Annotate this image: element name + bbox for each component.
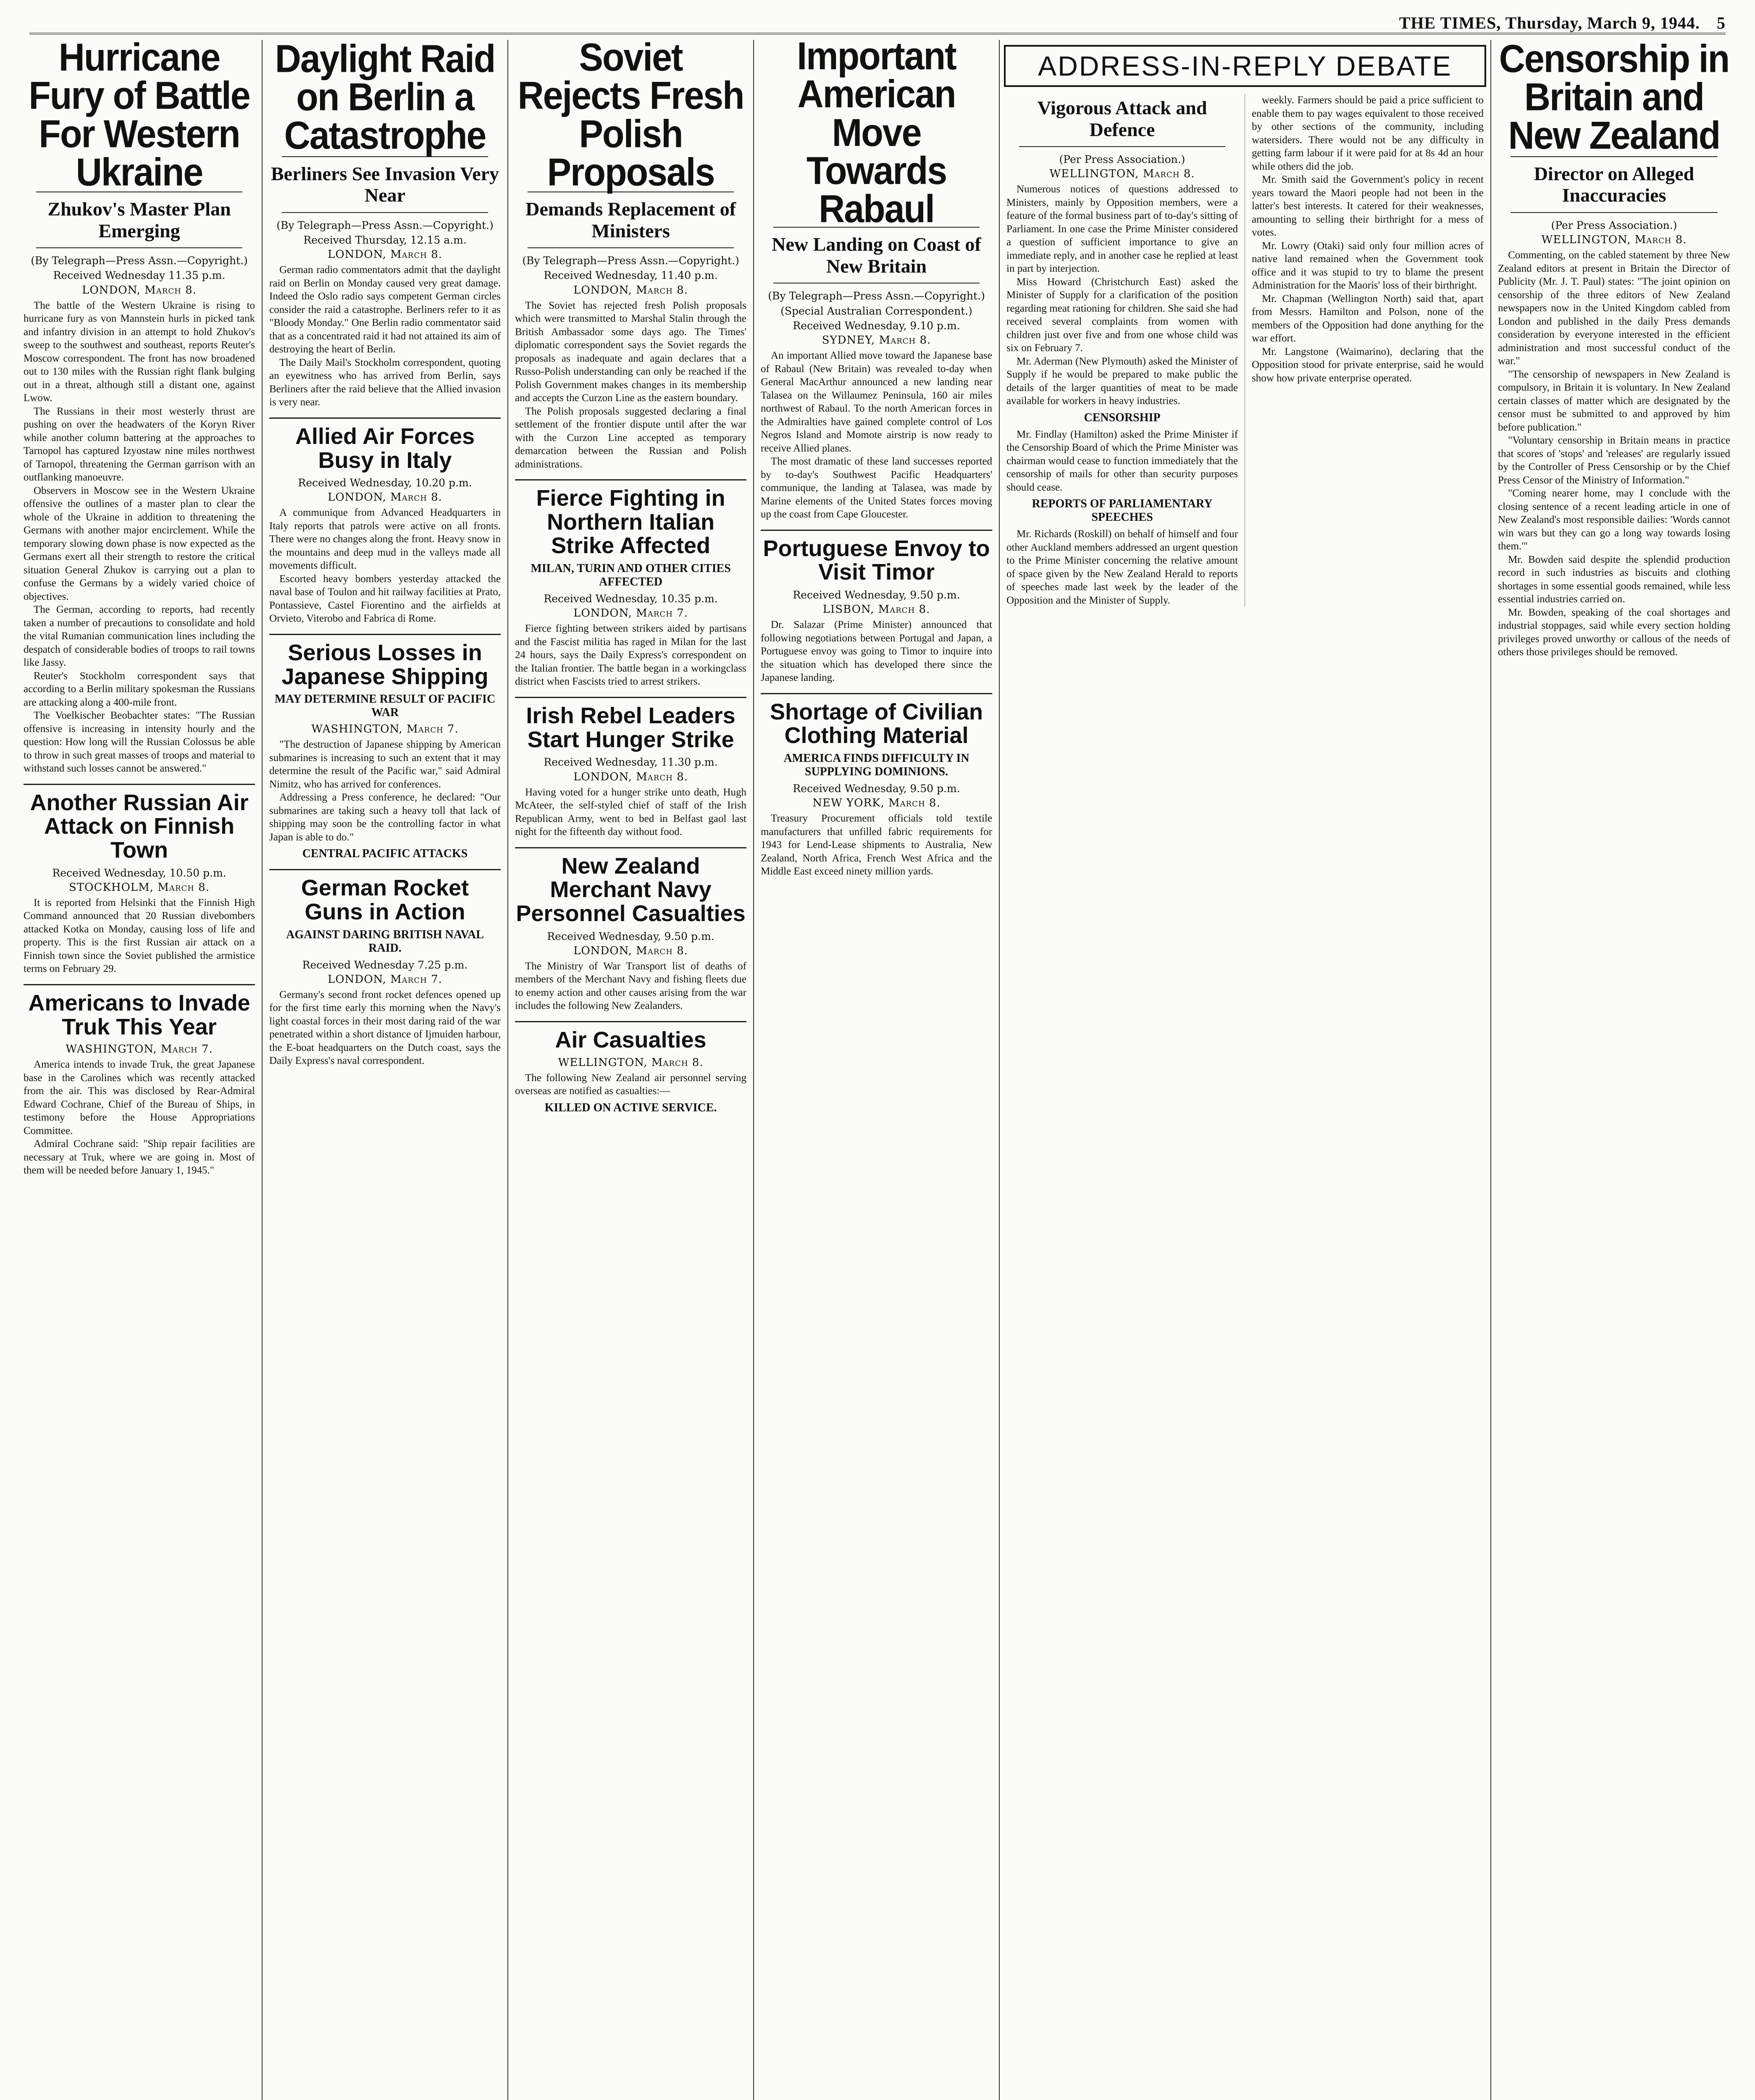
columns	[17, 40, 1738, 2100]
caps-subhead: REPORTS OF PARLIAMENTARY SPEECHES	[1032, 497, 1213, 524]
debate-column-right	[1245, 94, 1490, 607]
article-paragraph: The Daily Mail's Stockholm correspondent, quoting an eyewitness who has arrived from Berlin, says Berliners after the raid believe that the Allied invasion is very near.	[269, 357, 501, 408]
article-paragraph: "Coming nearer home, may I conclude with the closing sentence of a recent leading article in one of New Zealand's most responsible dailies: 'Words cannot win wars but they can go a long way towards losing them.'"	[1498, 488, 1730, 552]
dateline: LISBON, March 8.	[822, 603, 930, 616]
dateline: WELLINGTON, March 8.	[1541, 234, 1687, 247]
article-paragraph: "Voluntary censorship in Britain means in practice that scores of 'stops' and 'releases' are regularly issued by the Controller of Press Censorship or by the Chief Press Censor of the Ministry of Information."	[1498, 435, 1730, 486]
article-paragraph: The following New Zealand air personnel serving overseas are notified as casualties:—	[515, 1072, 746, 1097]
divider	[1511, 212, 1718, 213]
dateline: LONDON, March 8.	[573, 284, 688, 297]
headline-timor: Portuguese Envoy to Visit Timor	[761, 530, 992, 584]
article-paragraph: The Polish proposals suggested declaring a final settlement of the frontier dispute until after the war with the Curzon Line accepted as temporary demarcation between the Russian and Polish administrations.	[515, 405, 746, 470]
headline-soviet-rejects: Soviet Rejects Fresh Polish Proposals	[518, 40, 744, 194]
debate-section	[1000, 40, 1491, 2100]
debate-columns	[1000, 94, 1490, 607]
caps-subhead: MILAN, TURIN AND OTHER CITIES AFFECTED	[531, 562, 731, 589]
article-paragraph: "The destruction of Japanese shipping by American submarines is increasing to such an extent that it may determine the result of the Pacific war," said Admiral Nimitz, who has arrived for conferences.	[269, 739, 501, 790]
article-paragraph: Treasury Procurement officials told textile manufacturers that unfilled fabric requirements for 1943 for Lend-Lease shipments to Australia, New Zealand, North Africa, French West Africa and the Middle East exceed ninety million yards.	[761, 813, 992, 877]
credit-line: (Special Australian Correspondent.)	[780, 304, 972, 317]
debate-banner: ADDRESS-IN-REPLY DEBATE	[1004, 45, 1486, 87]
headline-rabaul: Important American Move Towards Rabaul	[797, 40, 956, 231]
subhead-berliners: Berliners See Invasion Very Near	[271, 163, 499, 206]
caps-subhead: AGAINST DARING BRITISH NAVAL RAID.	[286, 928, 484, 955]
headline-italian-strike: Fierce Fighting in Northern Italian Strike Affected	[515, 479, 746, 558]
credit-line: (By Telegraph—Press Assn.—Copyright.)	[768, 290, 985, 302]
article-paragraph: weekly. Farmers should be paid a price sufficient to enable them to pay wages equivalent to those received by other sections of the community, including watersiders. There would not be any difficulty in getting farm labour if it were paid for at 8s 4d an hour while others did the job.	[1252, 94, 1484, 172]
credit-line: (By Telegraph—Press Assn.—Copyright.)	[31, 255, 248, 267]
dateline: NEW YORK, March 8.	[812, 797, 941, 810]
received-line: Received Wednesday 7.25 p.m.	[302, 958, 468, 971]
article-paragraph: Mr. Findlay (Hamilton) asked the Prime Minister if the Censorship Board of which the Prime Minister was chairman would cease to function immediately that the censorship of mails for other than security purposes should cease.	[1006, 428, 1238, 493]
article-paragraph: Mr. Bowden, speaking of the coal shortages and industrial stoppages, said while every section holding privileges proved unworthy or callous of the needs of others those privileges should be removed.	[1498, 606, 1730, 658]
subhead-ministers: Demands Replacement of Ministers	[525, 198, 736, 242]
received-line: Received Wednesday, 9.50 p.m.	[793, 782, 960, 795]
column-7	[1491, 40, 1737, 2100]
dateline: WELLINGTON, March 8.	[558, 1056, 704, 1069]
article-paragraph: Admiral Cochrane said: "Ship repair facilities are necessary at Truk, where we are going in. Most of them will be needed before January 1, 1945."	[24, 1138, 255, 1176]
article-paragraph: Reuter's Stockholm correspondent says that according to a Berlin military spokesman the Russians are attacking along a 400-mile front.	[24, 670, 255, 708]
caps-subhead: MAY DETERMINE RESULT OF PACIFIC WAR	[274, 693, 496, 719]
headline-merchant-navy: New Zealand Merchant Navy Personnel Casualties	[515, 847, 746, 926]
article-paragraph: Mr. Chapman (Wellington North) said that, apart from Messrs. Hamilton and Polson, none of the members of the Opposition had done anything for the war effort.	[1252, 293, 1484, 344]
caps-subhead: CENSORSHIP	[1084, 411, 1161, 424]
article-paragraph: The Voelkischer Beobachter states: "The Russian offensive is increasing in intensity hourly and the question: How long will the Russian Colossus be able to throw in such great masses of troops and material to withstand such losses cannot be answered."	[24, 710, 255, 774]
caps-subhead: CENTRAL PACIFIC ATTACKS	[302, 847, 468, 861]
divider	[36, 247, 242, 248]
article-paragraph: The Russians in their most westerly thrust are pushing on over the headwaters of the Koryn River while another column battering at the approaches to Tarnopol has captured Izyostaw nine miles northwest of Tarnopol, threatening the German garrison with an outflanking manoeuvre.	[24, 405, 255, 483]
headline-italy-air: Allied Air Forces Busy in Italy	[269, 417, 501, 472]
subhead-director: Director on Alleged Inaccuracies	[1534, 163, 1695, 206]
dateline: LONDON, March 7.	[573, 607, 688, 620]
page-number: 5	[1717, 13, 1726, 32]
debate-column-left	[1000, 94, 1245, 607]
subhead-vigorous: Vigorous Attack and Defence	[1037, 97, 1207, 140]
received-line: Received Wednesday, 9.10 p.m.	[793, 319, 960, 332]
dateline: WASHINGTON, March 7.	[311, 723, 459, 736]
article-paragraph: A communique from Advanced Headquarters in Italy reports that patrols were active on all fronts. There were no changes along the front. Heavy snow in the mountains and deep mud in the valleys made all movements difficult.	[269, 507, 501, 572]
headline-clothing: Shortage of Civilian Clothing Material	[761, 693, 992, 748]
article-paragraph: Mr. Lowry (Otaki) said only four million acres of native land remained when the Government took office and it was stupid to try to blame the present Administration for the Maoris' loss of their birthright.	[1252, 240, 1484, 291]
article-paragraph: Mr. Aderman (New Plymouth) asked the Minister of Supply if he would be prepared to make public the details of the larger quantities of meat to be made available for workers in heavy industries.	[1006, 355, 1238, 407]
dateline: WELLINGTON, March 8.	[1049, 168, 1195, 181]
divider	[773, 283, 980, 284]
received-line: Received Wednesday, 11.40 p.m.	[544, 269, 718, 282]
article-paragraph: Mr. Richards (Roskill) on behalf of himself and four other Auckland members addressed an urgent question to the Prime Minister concerning the relative amount of space given by the New Zealand Herald to reports of speeches made last week by the leader of the Opposition and the Minister of Supply.	[1006, 528, 1238, 606]
article-paragraph: Numerous notices of questions addressed to Ministers, mainly by Opposition members, were a feature of the formal business part of to-day's sitting of Parliament. In one case the Prime Minister considered a question of sufficient importance to give an immediate reply, and in another case he replied at least in part by interjection.	[1006, 184, 1238, 275]
caps-subhead: AMERICA FINDS DIFFICULTY IN SUPPLYING DOMINIONS.	[783, 752, 969, 779]
article-paragraph: The Soviet has rejected fresh Polish proposals which were transmitted to Marshal Stalin through the British Ambassador some days ago. The Times' diplomatic correspondent says the Soviet regards the proposals as inadequate and again declares that a Russo-Polish understanding can only be reached if the Polish Government makes changes in its membership and accepts the Curzon Line as the eastern boundary.	[515, 299, 746, 404]
subhead-zhukov: Zhukov's Master Plan Emerging	[47, 198, 231, 242]
credit-line: (Per Press Association.)	[1551, 219, 1677, 231]
headline-hunger-strike: Irish Rebel Leaders Start Hunger Strike	[515, 697, 746, 751]
folio-header	[29, 9, 1726, 34]
article-paragraph: Dr. Salazar (Prime Minister) announced that following negotiations between Portugal and Japan, a Portuguese envoy was going to Timor to inquire into the situation which has developed there since the Japanese landing.	[761, 619, 992, 684]
article-paragraph: It is reported from Helsinki that the Finnish High Command announced that 20 Russian divebombers attacked Kotka on Monday, causing loss of life and property. This is the first Russian air attack on a Finnish town since the Soviet published the armistice terms on February 29.	[24, 897, 255, 975]
dateline: LONDON, March 8.	[328, 491, 442, 504]
article-paragraph: Addressing a Press conference, he declared: "Our submarines are taking such a heavy toll that lack of shipping may soon be the controlling factor in what Japan is able to do."	[269, 792, 501, 843]
received-line: Received Wednesday, 9.50 p.m.	[793, 588, 960, 601]
article-paragraph: The Ministry of War Transport list of deaths of members of the Merchant Navy and fishing fleets due to enemy action and other causes arising from the war includes the following New Zealanders.	[515, 960, 746, 1012]
credit-line: (By Telegraph—Press Assn.—Copyright.)	[276, 219, 494, 231]
article-paragraph: The most dramatic of these land successes reported by to-day's Southwest Pacific Headquarters' communique, the landing at Talasea, was made by Marine elements of the United States forces moving up the coast from Cape Gloucester.	[761, 456, 992, 520]
article-paragraph: An important Allied move toward the Japanese base of Rabaul (New Britain) was revealed to-day when General MacArthur announced a new landing near Talasea on the Willaumez Peninsula, 160 air miles northwest of Rabaul. To the north American forces in the Admiralties have gained complete control of Los Negros Island and Momote airstrip is now ready to receive Allied planes.	[761, 350, 992, 454]
article-paragraph: Observers in Moscow see in the Western Ukraine offensive the outlines of a master plan to clear the whole of the Ukraine in addition to threatening the Germans with another major encirclement. While the temporary slowing down phase is now expected as the Germans exert all their strength to restore the critical situation General Zhukov is carrying out a plan to confuse the Germans by a widely varied choice of objectives.	[24, 485, 255, 602]
credit-line: (Per Press Association.)	[1059, 153, 1185, 166]
received-line: Received Wednesday, 9.50 p.m.	[547, 930, 715, 942]
received-line: Received Wednesday 11.35 p.m.	[53, 269, 226, 282]
received-line: Received Thursday, 12.15 a.m.	[303, 234, 467, 247]
article-paragraph: Mr. Langstone (Waimarino), declaring that the Opposition stood for private enterprise, said he would show how private enterprise operated.	[1252, 346, 1484, 384]
headline-censorship: Censorship in Britain and New Zealand	[1499, 40, 1729, 158]
caps-subhead: KILLED ON ACTIVE SERVICE.	[544, 1101, 717, 1114]
dateline: LONDON, March 8.	[573, 770, 688, 783]
article-paragraph: Escorted heavy bombers yesterday attacked the naval base of Toulon and hit railway facilities at Prato, Pontassieve, Castel Fiorentino and the airfields at Orvieto, Viterobo and Fabrica di Rome.	[269, 573, 501, 625]
divider	[1019, 146, 1225, 147]
dateline: LONDON, March 8.	[328, 248, 442, 261]
article-paragraph: Mr. Smith said the Government's policy in recent years toward the Maori people had not been in the latter's best interests. It catered for their weaknesses, amounting to selling their birthright for a mess of votes.	[1252, 174, 1484, 238]
headline-berlin-raid: Daylight Raid on Berlin a Catastrophe	[275, 40, 495, 158]
headline-truk: Americans to Invade Truk This Year	[24, 984, 255, 1039]
column-3	[508, 40, 754, 2100]
subhead-new-britain: New Landing on Coast of New Britain	[772, 234, 981, 277]
dateline: LONDON, March 8.	[82, 284, 197, 297]
column-1	[17, 40, 263, 2100]
dateline: LONDON, March 7.	[328, 973, 442, 986]
article-paragraph: German radio commentators admit that the daylight raid on Berlin on Monday caused very great damage. Indeed the Oslo radio says competent German circles consider the raid a catastrophe. Berliners refer to it as "Bloody Monday." One Berlin radio commentator said that as a concentrated raid it had not attained its aim of destroying the heart of Berlin.	[269, 264, 501, 355]
article-paragraph: "The censorship of newspapers in New Zealand is compulsory, in Britain it is voluntary. In New Zealand certain classes of matter which are designated by the censor must be submitted to and approved by him before publication."	[1498, 368, 1730, 433]
article-paragraph: The battle of the Western Ukraine is rising to hurricane fury as von Mannstein hurls in picked tank and infantry division in an attempt to hold Zhukov's sweep to the southwest and southeast, reports Reuter's Moscow correspondent. The front has now broadened out to 130 miles with the Russian right flank bulging out in a threat, although still a distant one, against Lwow.	[24, 299, 255, 404]
headline-rocket-guns: German Rocket Guns in Action	[269, 869, 501, 924]
dateline: SYDNEY, March 8.	[822, 334, 931, 347]
dateline: STOCKHOLM, March 8.	[69, 881, 210, 894]
dateline: WASHINGTON, March 7.	[66, 1043, 213, 1056]
article-paragraph: Mr. Bowden said despite the splendid production record in such industries as biscuits and clothing shortages in some essential goods remained, while less essential industries carried on.	[1498, 554, 1730, 605]
received-line: Received Wednesday, 10.35 p.m.	[544, 593, 718, 605]
article-paragraph: The German, according to reports, had recently taken a number of precautions to consolidate and hold the vital Rumanian communication lines including the despatch of considerable bodies of troops to rail towns like Jassy.	[24, 604, 255, 669]
received-line: Received Wednesday, 10.20 p.m.	[298, 477, 472, 489]
credit-line: (By Telegraph—Press Assn.—Copyright.)	[522, 255, 739, 267]
dateline: LONDON, March 8.	[573, 944, 688, 957]
article-paragraph: Commenting, on the cabled statement by three New Zealand editors at present in Britain the Director of Publicity (Mr. J. T. Paul) states: "The joint opinion on censorship of the three editors of New Zealand newspapers now in the United Kingdom cabled from London and published in the daily Press demands consideration by everyone interested in the efficient administration and most successful conduct of the war."	[1498, 249, 1730, 367]
column-4	[754, 40, 1000, 2100]
column-2	[263, 40, 508, 2100]
headline-air-casualties: Air Casualties	[515, 1021, 746, 1052]
headline-ukraine: Hurricane Fury of Battle For Western Ukraine	[29, 40, 250, 194]
folio-date: THE TIMES, Thursday, March 9, 1944.	[1399, 13, 1700, 32]
divider	[282, 212, 488, 213]
article-paragraph: America intends to invade Truk, the great Japanese base in the Carolines which was recently attacked from the air. This was disclosed by Rear-Admiral Edward Cochrane, Chief of the Bureau of Ships, in testimony before the House Appropriations Committee.	[24, 1059, 255, 1137]
article-paragraph: Germany's second front rocket defences opened up for the first time early this morning when the Navy's light coastal forces in their most daring raid of the war penetrated within a short distance of Ijmuiden harbour, the E-boat headquarters on the Dutch coast, says the Daily Express's naval correspondent.	[269, 989, 501, 1067]
headline-finnish-town: Another Russian Air Attack on Finnish Town	[24, 784, 255, 862]
headline-japanese-shipping: Serious Losses in Japanese Shipping	[269, 634, 501, 688]
received-line: Received Wednesday, 10.50 p.m.	[52, 866, 226, 879]
article-paragraph: Fierce fighting between strikers aided by partisans and the Fascist militia has raged in Milan for the last 24 hours, says the Daily Express's correspondent on the Italian frontier. The battle began in a workingclass district when Fascists tried to arrest strikers.	[515, 623, 746, 688]
received-line: Received Wednesday, 11.30 p.m.	[544, 756, 718, 769]
article-paragraph: Miss Howard (Christchurch East) asked the Minister of Supply for a clarification of the position regarding meat rationing for children. She said she had received several complaints from women with children just over five and from one whose child was six on February 7.	[1006, 276, 1238, 354]
divider	[528, 247, 734, 248]
article-paragraph: Having voted for a hunger strike unto death, Hugh McAteer, the self-styled chief of staff of the Irish Republican Army, went to bed in Belfast gaol last night for the fifteenth day without food.	[515, 786, 746, 838]
